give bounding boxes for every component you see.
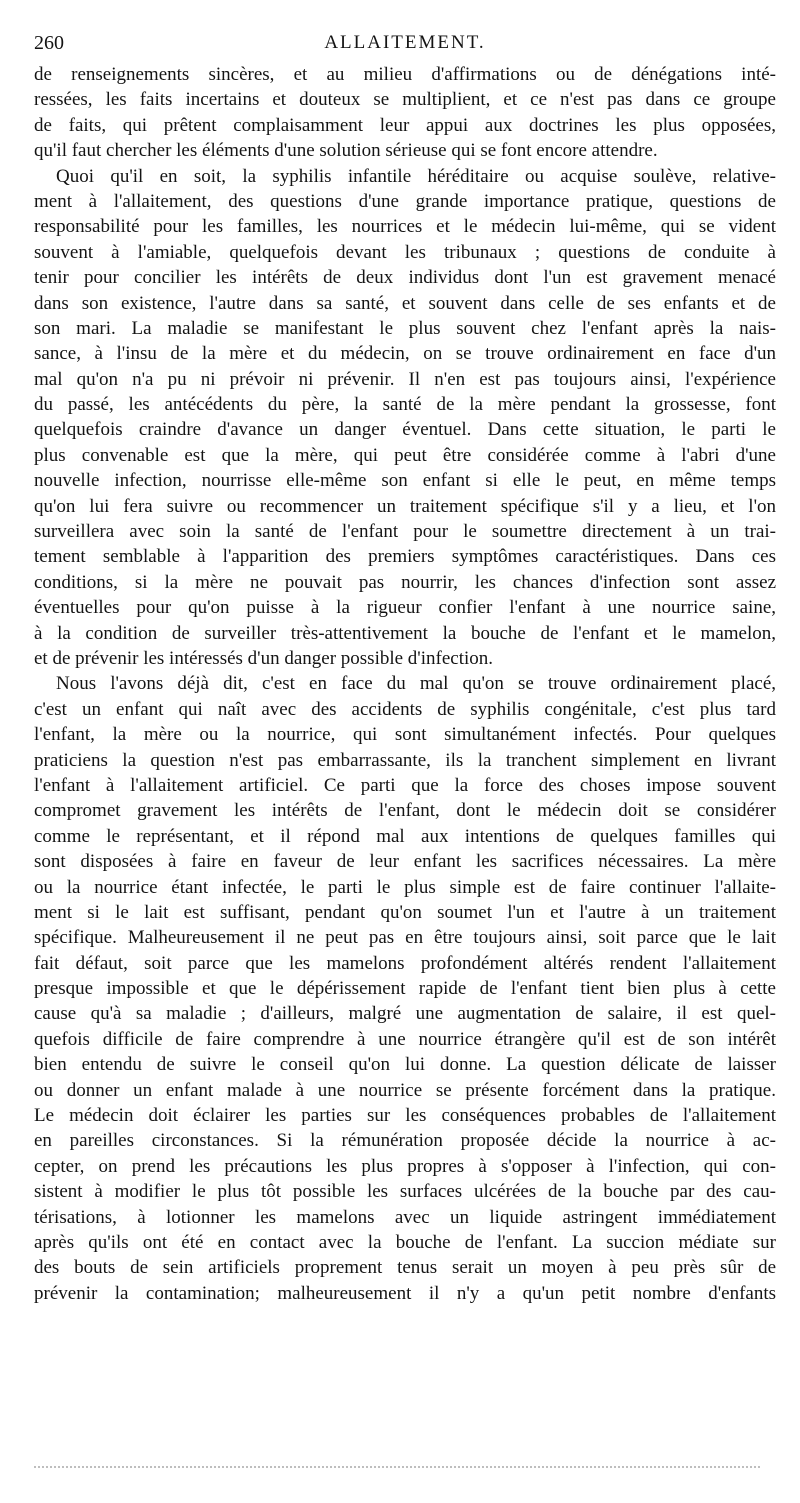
text-line: comme le représentant, et il répond mal aux intentions de quelques familles qui [34, 825, 776, 847]
text-line: de faits, qui prêtent complaisamment leur appui aux doctrines les plus opposées, [34, 114, 776, 136]
text-line: quefois difficile de faire comprendre à une nourrice étrangère qu'il est de son intérêt [34, 1028, 776, 1050]
text-line: qu'il faut chercher les éléments d'une solution sérieuse qui se font encore attendre. [34, 140, 658, 162]
text-line: quelquefois craindre d'avance un danger éventuel. Dans cette situation, le parti le [34, 419, 776, 441]
text-line: ressées, les faits incertains et douteux se multiplient, et ce n'est pas dans ce groupe [34, 89, 776, 111]
text-line: conditions, si la mère ne pouvait pas nourrir, les chances d'infection sont assez [34, 571, 776, 593]
text-line: c'est un enfant qui naît avec des accidents de syphilis congénitale, c'est plus tard [34, 698, 776, 720]
text-line: tenir pour concilier les intérêts de deux individus dont l'un est gravement menacé [34, 267, 776, 289]
text-line: ment à l'allaitement, des questions d'une grande importance pratique, questions de [34, 190, 776, 212]
text-line: sont disposées à faire en faveur de leur enfant les sacrifices nécessaires. La mère [34, 851, 776, 873]
text-line: et de prévenir les intéressés d'un danger possible d'infection. [34, 647, 494, 669]
footer-dotted-rule [34, 1466, 760, 1468]
text-line: des bouts de sein artificiels proprement tenus serait un moyen à peu près sûr de [34, 1257, 776, 1279]
text-line: qu'on lui fera suivre ou recommencer un traitement spécifique s'il y a lieu, et l'on [34, 495, 776, 517]
text-line: dans son existence, l'autre dans sa santé, et souvent dans celle de ses enfants et de [34, 292, 776, 314]
text-line: ou la nourrice étant infectée, le parti le plus simple est de faire continuer l'allaite- [34, 876, 776, 898]
text-line: responsabilité pour les familles, les nourrices et le médecin lui-même, qui se vident [34, 216, 776, 238]
text-line: ou donner un enfant malade à une nourrice se présente forcément dans la pratique. [34, 1079, 776, 1101]
text-line: Quoi qu'il en soit, la syphilis infantile héréditaire ou acquise soulève, relative- [56, 165, 776, 187]
text-line: presque impossible et que le dépérissement rapide de l'enfant tient bien plus à cette [34, 978, 776, 1000]
text-line: en pareilles circonstances. Si la rémunération proposée décide la nourrice à ac- [34, 1130, 776, 1152]
text-line: plus convenable est que la mère, qui peut être considérée comme à l'abri d'une [34, 444, 776, 466]
page-number: 260 [34, 32, 64, 54]
text-line: Nous l'avons déjà dit, c'est en face du mal qu'on se trouve ordinairement placé, [56, 673, 776, 695]
text-line: cepter, on prend les précautions les plus propres à s'opposer à l'infection, qui con- [34, 1155, 776, 1177]
text-line: praticiens la question n'est pas embarrassante, ils la tranchent simplement en livrant [34, 749, 776, 771]
text-line: à la condition de surveiller très-attentivement la bouche de l'enfant et le mamelon, [34, 622, 776, 644]
text-line: prévenir la contamination; malheureusement il n'y a qu'un petit nombre d'enfants [34, 1282, 776, 1304]
text-line: du passé, les antécédents du père, la santé de la mère pendant la grossesse, font [34, 394, 776, 416]
text-line: bien entendu de suivre le conseil qu'on lui donne. La question délicate de laisser [34, 1054, 776, 1076]
text-line: sance, à l'insu de la mère et du médecin, on se trouve ordinairement en face d'un [34, 343, 776, 365]
text-line: mal qu'on n'a pu ni prévoir ni prévenir. Il n'en est pas toujours ainsi, l'expérience [34, 368, 776, 390]
text-line: après qu'ils ont été en contact avec la bouche de l'enfant. La succion médiate sur [34, 1231, 776, 1253]
text-line: souvent à l'amiable, quelquefois devant les tribunaux ; questions de conduite à [34, 241, 776, 263]
text-line: l'enfant, la mère ou la nourrice, qui sont simultanément infectés. Pour quelques [34, 724, 776, 746]
text-line: spécifique. Malheureusement il ne peut pas en être toujours ainsi, soit parce que le lait [34, 927, 776, 949]
page-header [34, 30, 776, 56]
text-line: nouvelle infection, nourrisse elle-même son enfant si elle le peut, en même temps [34, 470, 776, 492]
text-line: son mari. La maladie se manifestant le plus souvent chez l'enfant après la nais- [34, 317, 776, 339]
text-line: térisations, à lotionner les mamelons avec un liquide astringent immédiatement [34, 1206, 776, 1228]
text-line: l'enfant à l'allaitement artificiel. Ce parti que la force des choses impose souvent [34, 774, 776, 796]
text-line: surveillera avec soin la santé de l'enfant pour le soumettre directement à un trai- [34, 521, 776, 543]
text-line: de renseignements sincères, et au milieu d'affirmations ou de dénégations inté- [34, 64, 776, 85]
running-head: ALLAITEMENT. [324, 32, 486, 53]
text-line: éventuelles pour qu'on puisse à la rigueur confier l'enfant à une nourrice saine, [34, 597, 776, 619]
text-line: cause qu'à sa maladie ; d'ailleurs, malgré une augmentation de salaire, il est quel- [34, 1003, 776, 1025]
text-line: ment si le lait est suffisant, pendant qu'on soumet l'un et l'autre à un traitement [34, 901, 776, 923]
text-line: compromet gravement les intérêts de l'enfant, dont le médecin doit se considérer [34, 800, 776, 822]
text-line: Le médecin doit éclairer les parties sur les conséquences probables de l'allaitement [34, 1105, 776, 1127]
text-line: tement semblable à l'apparition des premiers symptômes caractéristiques. Dans ces [34, 546, 776, 568]
text-line: fait défaut, soit parce que les mamelons profondément altérés rendent l'allaitement [34, 952, 776, 974]
text-line: sistent à modifier le plus tôt possible les surfaces ulcérées de la bouche par des cau- [34, 1181, 776, 1203]
body-text [34, 62, 776, 1306]
